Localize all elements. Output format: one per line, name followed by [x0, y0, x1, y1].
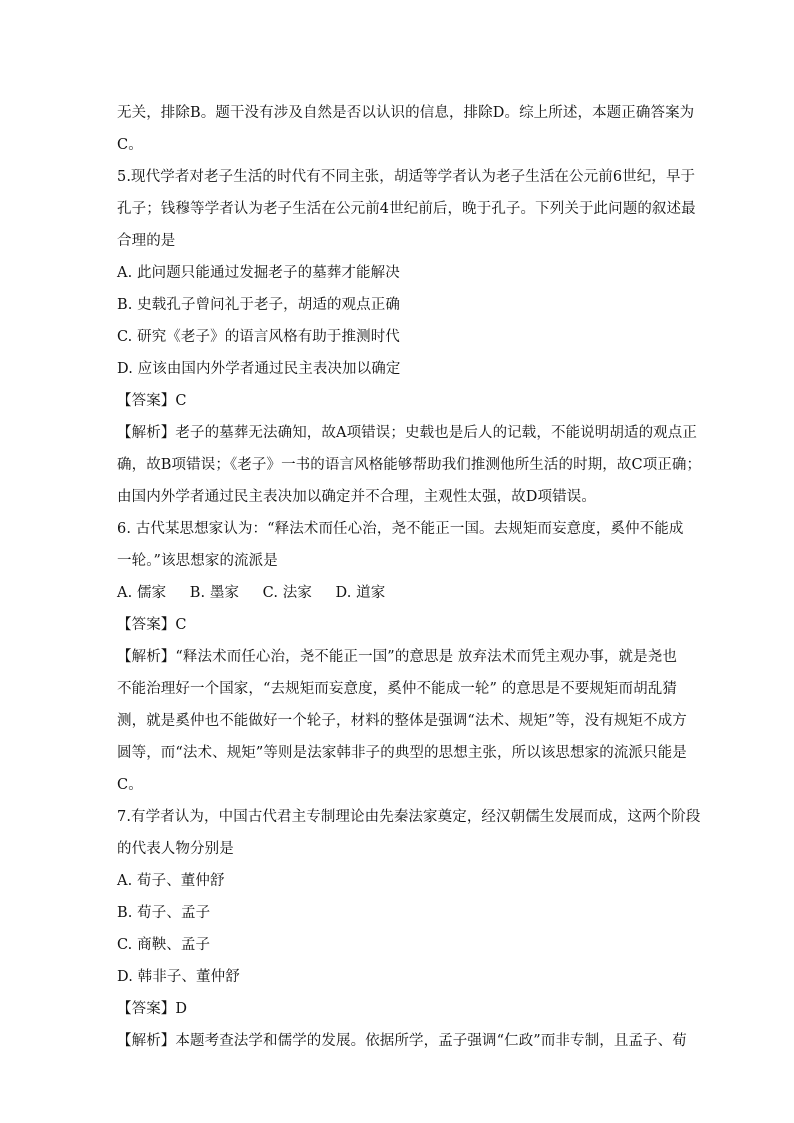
answer-label: 【答案】D: [117, 1001, 188, 1017]
option-c: C. 研究《老子》的语言风格有助于推测时代: [117, 329, 400, 345]
analysis-text: 【解析】“释法术而任心治，尧不能正一国”的意思是 放弃法术而凭主观办事，就是尧也: [117, 649, 677, 665]
question-5-stem: 5.现代学者对老子生活的时代有不同主张，胡适等学者认为老子生活在公元前6世纪，早于: [117, 169, 696, 185]
option-c: C. 商鞅、孟子: [117, 937, 211, 953]
text-line: 测，就是奚仲也不能做好一个轮子，材料的整体是强调“法术、规矩”等，没有规矩不成方: [117, 713, 687, 729]
text-line: 确，故B项错误；《老子》一书的语言风格能够帮助我们推测他所生活的时期，故C项正确；: [117, 457, 702, 473]
question-6-stem: 6. 古代某思想家认为：“释法术而任心治，尧不能正一国。去规矩而妄意度，奚仲不能成: [117, 521, 684, 537]
analysis-text: 【解析】本题考查法学和儒学的发展。依据所学，孟子强调“仁政”而非专制，且孟子、荀: [117, 1033, 687, 1049]
option-b: B. 史载孔子曾问礼于老子，胡适的观点正确: [117, 297, 400, 313]
text-line: 一轮。”该思想家的流派是: [117, 553, 278, 569]
text-line: C。: [117, 137, 143, 153]
text-line: 圆等，而“法术、规矩”等则是法家韩非子的典型的思想主张，所以该思想家的流派只能是: [117, 745, 687, 761]
text-line: 的代表人物分别是: [117, 841, 234, 857]
analysis-text: 【解析】老子的墓葬无法确知，故A项错误；史载也是后人的记载，不能说明胡适的观点正: [117, 425, 697, 441]
text-line: 不能治理好一个国家，“去规矩而妄意度，奚仲不能成一轮” 的意思是不要规矩而胡乱猜: [117, 681, 677, 697]
option-b: B. 荀子、孟子: [117, 905, 211, 921]
question-7-stem: 7.有学者认为，中国古代君主专制理论由先秦法家奠定，经汉朝儒生发展而成，这两个阶段: [117, 809, 701, 825]
options-row: A. 儒家 B. 墨家 C. 法家 D. 道家: [117, 585, 386, 601]
text-line: C。: [117, 777, 143, 793]
option-a: A. 此问题只能通过发掘老子的墓葬才能解决: [117, 265, 400, 281]
text-line: 合理的是: [117, 233, 176, 249]
text-line: 孔子；钱穆等学者认为老子生活在公元前4世纪前后，晚于孔子。下列关于此问题的叙述最: [117, 201, 696, 217]
answer-label: 【答案】C: [117, 393, 187, 409]
text-line: 由国内外学者通过民主表决加以确定并不合理，主观性太强，故D项错误。: [117, 489, 596, 505]
answer-label: 【答案】C: [117, 617, 187, 633]
option-a: A. 荀子、董仲舒: [117, 873, 225, 889]
text-line: 无关，排除B。题干没有涉及自然是否以认识的信息，排除D。综上所述，本题正确答案为: [117, 105, 695, 121]
option-d: D. 应该由国内外学者通过民主表决加以确定: [117, 361, 401, 377]
option-d: D. 韩非子、董仲舒: [117, 969, 240, 985]
